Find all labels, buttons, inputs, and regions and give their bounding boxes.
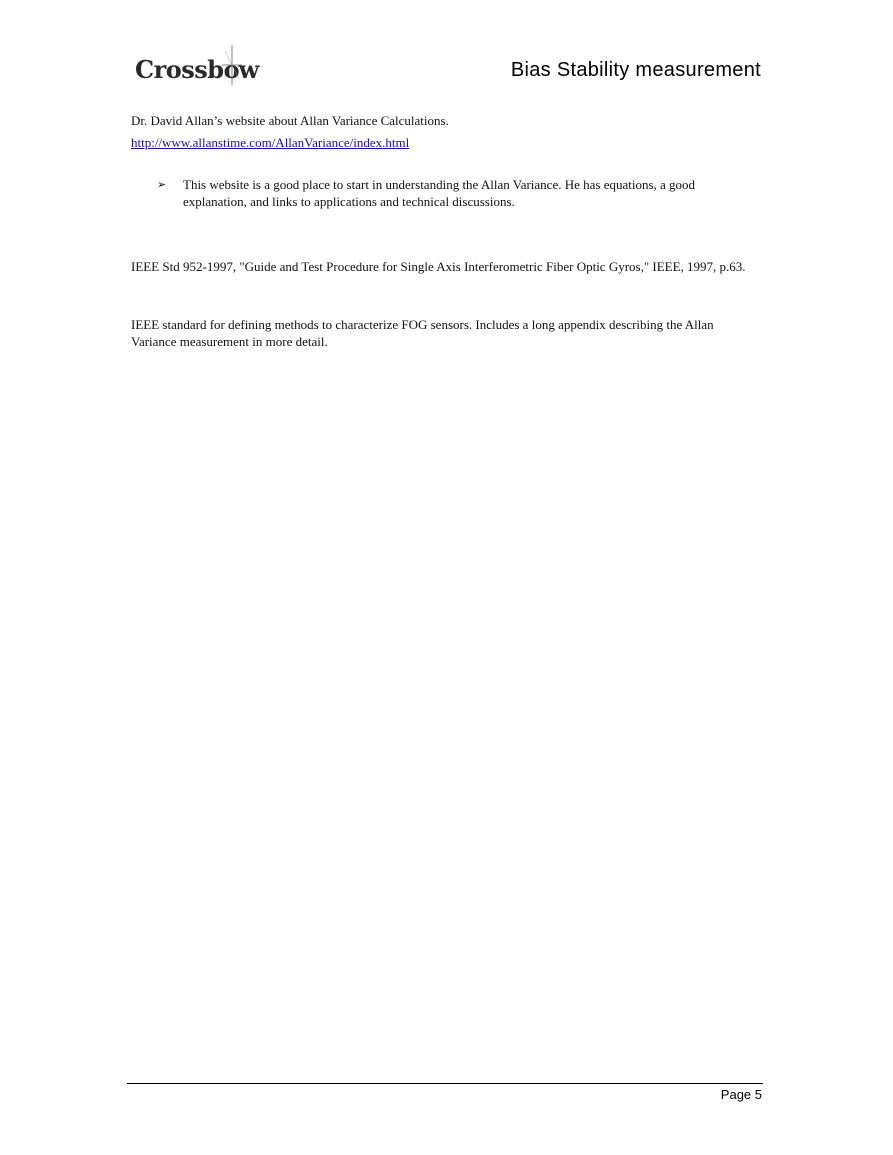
paragraph-ieee-reference: IEEE Std 952-1997, "Guide and Test Procedure for Single Axis Interferometric Fiber Optic Gyros," IEEE, 1997, p.63.	[131, 259, 746, 274]
logo-text-before: Crossb	[135, 55, 224, 84]
logo-text-after: w	[238, 55, 259, 84]
page-header-title: Bias Stability measurement	[510, 59, 761, 81]
paragraph-ieee-description: IEEE standard for defining methods to characterize FOG sensors. Includes a long appendix describing the Allan Variance measurement in more detail.	[131, 317, 714, 349]
bullet-text: This website is a good place to start in understanding the Allan Variance. He has equations, a good explanation, and links to applications and technical discussions.	[183, 177, 696, 209]
page-number: Page 5	[720, 1087, 762, 1102]
compass-star-icon: o	[224, 55, 239, 84]
arrow-bullet-icon: ➢	[157, 178, 167, 191]
footer-divider	[127, 1083, 763, 1084]
logo-wordmark	[135, 55, 259, 84]
paragraph-allan-website: Dr. David Allan’s website about Allan Variance Calculations.	[131, 113, 449, 128]
allan-variance-link[interactable]: http://www.allanstime.com/AllanVariance/index.html	[131, 135, 410, 150]
crossbow-logo	[135, 52, 265, 98]
